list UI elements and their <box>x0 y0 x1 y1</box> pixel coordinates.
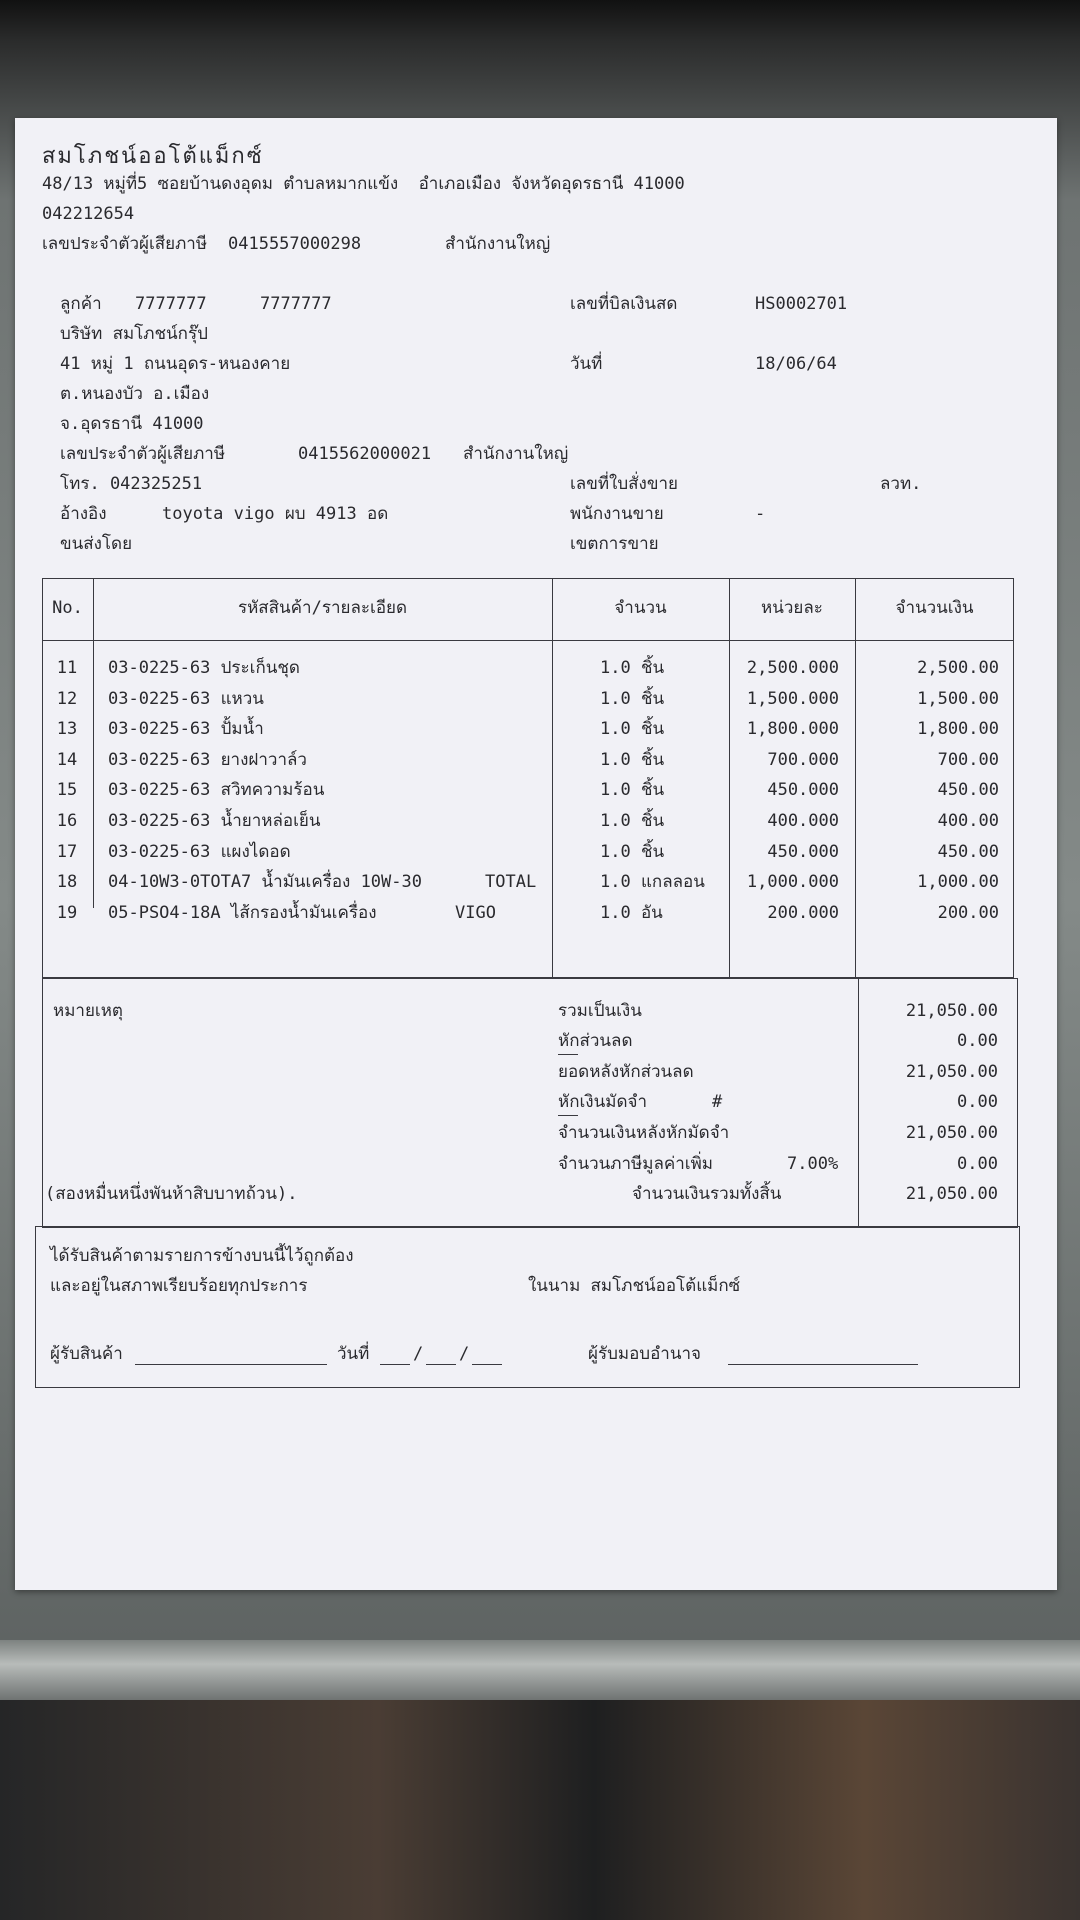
customer-phone: โทร. 042325251 <box>60 474 203 494</box>
sales-area-label: เขตการขาย <box>570 534 659 554</box>
customer-address-1: 41 หมู่ 1 ถนนอุดร-หนองคาย <box>60 354 291 374</box>
row-description: 03-0225-63 สวิทความร้อน <box>108 780 325 800</box>
customer-tax-id: 0415562000021 <box>298 444 432 464</box>
date-separator: / <box>459 1344 470 1364</box>
row-extra: TOTAL <box>485 872 537 892</box>
date-separator: / <box>413 1344 424 1364</box>
background-floor <box>0 1700 1080 1920</box>
subtotal-label: รวมเป็นเงิน <box>558 1001 642 1021</box>
company-tax-id: 0415557000298 <box>228 234 362 254</box>
grand-total-label: จำนวนเงินรวมทั้งสิ้น <box>632 1184 782 1204</box>
row-unit-price: 1,500.000 <box>746 689 839 709</box>
company-branch: สำนักงานใหญ่ <box>445 234 551 254</box>
row-no: 14 <box>56 750 78 770</box>
header-description: รหัสสินค้า/รายละเอียด <box>237 598 408 618</box>
row-no: 16 <box>56 811 78 831</box>
row-unit-price: 1,000.000 <box>746 872 839 892</box>
invoice-date-label: วันที่ <box>570 354 603 374</box>
shipping-label: ขนส่งโดย <box>60 534 133 554</box>
underline-mark <box>558 1115 578 1116</box>
row-quantity: 1.0 อัน <box>600 903 663 923</box>
customer-name: บริษัท สมโภชน์กรุ๊ป <box>60 324 208 344</box>
row-amount: 400.00 <box>937 811 999 831</box>
invoice-paper <box>15 118 1057 1590</box>
column-divider <box>552 578 553 978</box>
row-no: 15 <box>56 780 78 800</box>
row-amount: 450.00 <box>937 780 999 800</box>
received-text-2: และอยู่ในสภาพเรียบร้อยทุกประการ <box>50 1276 308 1296</box>
order-no: ลวท. <box>880 474 922 494</box>
customer-address-3: จ.อุดรธานี 41000 <box>60 414 204 434</box>
subtotal-value: 21,050.00 <box>905 1001 998 1021</box>
company-tax-label: เลขประจำตัวผู้เสียภาษี <box>42 234 208 254</box>
reference-value: toyota vigo ผบ 4913 อด <box>162 504 389 524</box>
background-table-edge <box>0 1640 1080 1700</box>
grand-total-value: 21,050.00 <box>905 1184 998 1204</box>
row-quantity: 1.0 ชิ้น <box>600 811 665 831</box>
company-address: 48/13 หมู่ที่5 ซอยบ้านดงอุดม ตำบลหมากแข้ง อำเภอเมือง จังหวัดอุดรธานี 41000 <box>42 174 685 194</box>
authorized-label: ผู้รับมอบอำนาจ <box>588 1344 701 1364</box>
amount-in-words: (สองหมื่นหนึ่งพันห้าสิบบาทถ้วน). <box>45 1184 298 1204</box>
vat-label: จำนวนภาษีมูลค่าเพิ่ม <box>558 1154 714 1174</box>
column-divider <box>93 578 94 908</box>
deposit-mark: # <box>712 1092 723 1112</box>
header-no: No. <box>52 598 83 618</box>
row-quantity: 1.0 ชิ้น <box>600 780 665 800</box>
row-quantity: 1.0 แกลลอน <box>600 872 705 892</box>
header-unit-price: หน่วยละ <box>761 598 823 618</box>
row-description: 05-PSO4-18A ไส้กรองน้ำมันเครื่อง <box>108 903 377 923</box>
date-year-line <box>472 1364 502 1365</box>
row-description: 03-0225-63 แหวน <box>108 689 264 709</box>
after-deposit-value: 21,050.00 <box>905 1123 998 1143</box>
order-no-label: เลขที่ใบสั่งขาย <box>570 474 678 494</box>
customer-tax-label: เลขประจำตัวผู้เสียภาษี <box>60 444 226 464</box>
authorized-signature-line <box>728 1364 918 1365</box>
row-description: 03-0225-63 แผงไดอด <box>108 842 291 862</box>
customer-label: ลูกค้า <box>60 294 102 314</box>
customer-code-2: 7777777 <box>260 294 332 314</box>
row-unit-price: 700.000 <box>767 750 839 770</box>
date-month-line <box>426 1364 456 1365</box>
row-description: 03-0225-63 น้ำยาหล่อเย็น <box>108 811 321 831</box>
reference-label: อ้างอิง <box>60 504 107 524</box>
row-amount: 2,500.00 <box>917 658 999 678</box>
receive-date-label: วันที่ <box>337 1344 370 1364</box>
salesperson: - <box>755 504 766 524</box>
received-text-1: ได้รับสินค้าตามรายการข้างบนนี้ไว้ถูกต้อง <box>50 1246 354 1266</box>
row-no: 12 <box>56 689 78 709</box>
row-amount: 1,000.00 <box>917 872 999 892</box>
table-header-divider <box>42 640 1014 641</box>
header-amount: จำนวนเงิน <box>895 598 974 618</box>
company-phone: 042212654 <box>42 204 135 224</box>
remark-label: หมายเหตุ <box>53 1001 123 1021</box>
row-no: 17 <box>56 842 78 862</box>
after-deposit-label: จำนวนเงินหลังหักมัดจำ <box>558 1123 730 1143</box>
row-description: 03-0225-63 ปั้มน้ำ <box>108 719 264 739</box>
header-quantity: จำนวน <box>614 598 667 618</box>
row-extra: VIGO <box>455 903 496 923</box>
row-description: 04-10W3-0TOTA7 น้ำมันเครื่อง 10W-30 <box>108 872 422 892</box>
invoice-no: HS0002701 <box>755 294 848 314</box>
deposit-label: หักเงินมัดจำ <box>558 1092 647 1112</box>
customer-code: 7777777 <box>135 294 207 314</box>
date-day-line <box>380 1364 410 1365</box>
row-no: 13 <box>56 719 78 739</box>
receiver-label: ผู้รับสินค้า <box>50 1344 123 1364</box>
customer-address-2: ต.หนองบัว อ.เมือง <box>60 384 210 404</box>
row-description: 03-0225-63 ประเก็นชุด <box>108 658 300 678</box>
row-amount: 1,500.00 <box>917 689 999 709</box>
row-quantity: 1.0 ชิ้น <box>600 689 665 709</box>
row-unit-price: 2,500.000 <box>746 658 839 678</box>
row-unit-price: 200.000 <box>767 903 839 923</box>
row-no: 18 <box>56 872 78 892</box>
row-quantity: 1.0 ชิ้น <box>600 842 665 862</box>
vat-value: 0.00 <box>957 1154 998 1174</box>
invoice-no-label: เลขที่บิลเงินสด <box>570 294 678 314</box>
after-discount-value: 21,050.00 <box>905 1062 998 1082</box>
on-behalf-text: ในนาม สมโภชน์ออโต้แม็กซ์ <box>528 1276 741 1296</box>
row-unit-price: 450.000 <box>767 842 839 862</box>
row-quantity: 1.0 ชิ้น <box>600 750 665 770</box>
discount-value: 0.00 <box>957 1031 998 1051</box>
underline-mark <box>558 1054 578 1055</box>
receiver-signature-line <box>135 1364 327 1365</box>
row-unit-price: 400.000 <box>767 811 839 831</box>
row-quantity: 1.0 ชิ้น <box>600 658 665 678</box>
after-discount-label: ยอดหลังหักส่วนลด <box>558 1062 694 1082</box>
deposit-value: 0.00 <box>957 1092 998 1112</box>
row-description: 03-0225-63 ยางฝาวาล์ว <box>108 750 307 770</box>
row-unit-price: 1,800.000 <box>746 719 839 739</box>
row-no: 19 <box>56 903 78 923</box>
row-unit-price: 450.000 <box>767 780 839 800</box>
row-quantity: 1.0 ชิ้น <box>600 719 665 739</box>
invoice-date: 18/06/64 <box>755 354 837 374</box>
row-amount: 1,800.00 <box>917 719 999 739</box>
customer-branch: สำนักงานใหญ่ <box>463 444 569 464</box>
vat-rate: 7.00% <box>787 1154 839 1174</box>
row-no: 11 <box>56 658 78 678</box>
discount-label: หักส่วนลด <box>558 1031 633 1051</box>
row-amount: 700.00 <box>937 750 999 770</box>
company-name: สมโภชน์ออโต้แม็กซ์ <box>42 144 264 169</box>
salesperson-label: พนักงานขาย <box>570 504 664 524</box>
row-amount: 200.00 <box>937 903 999 923</box>
row-amount: 450.00 <box>937 842 999 862</box>
